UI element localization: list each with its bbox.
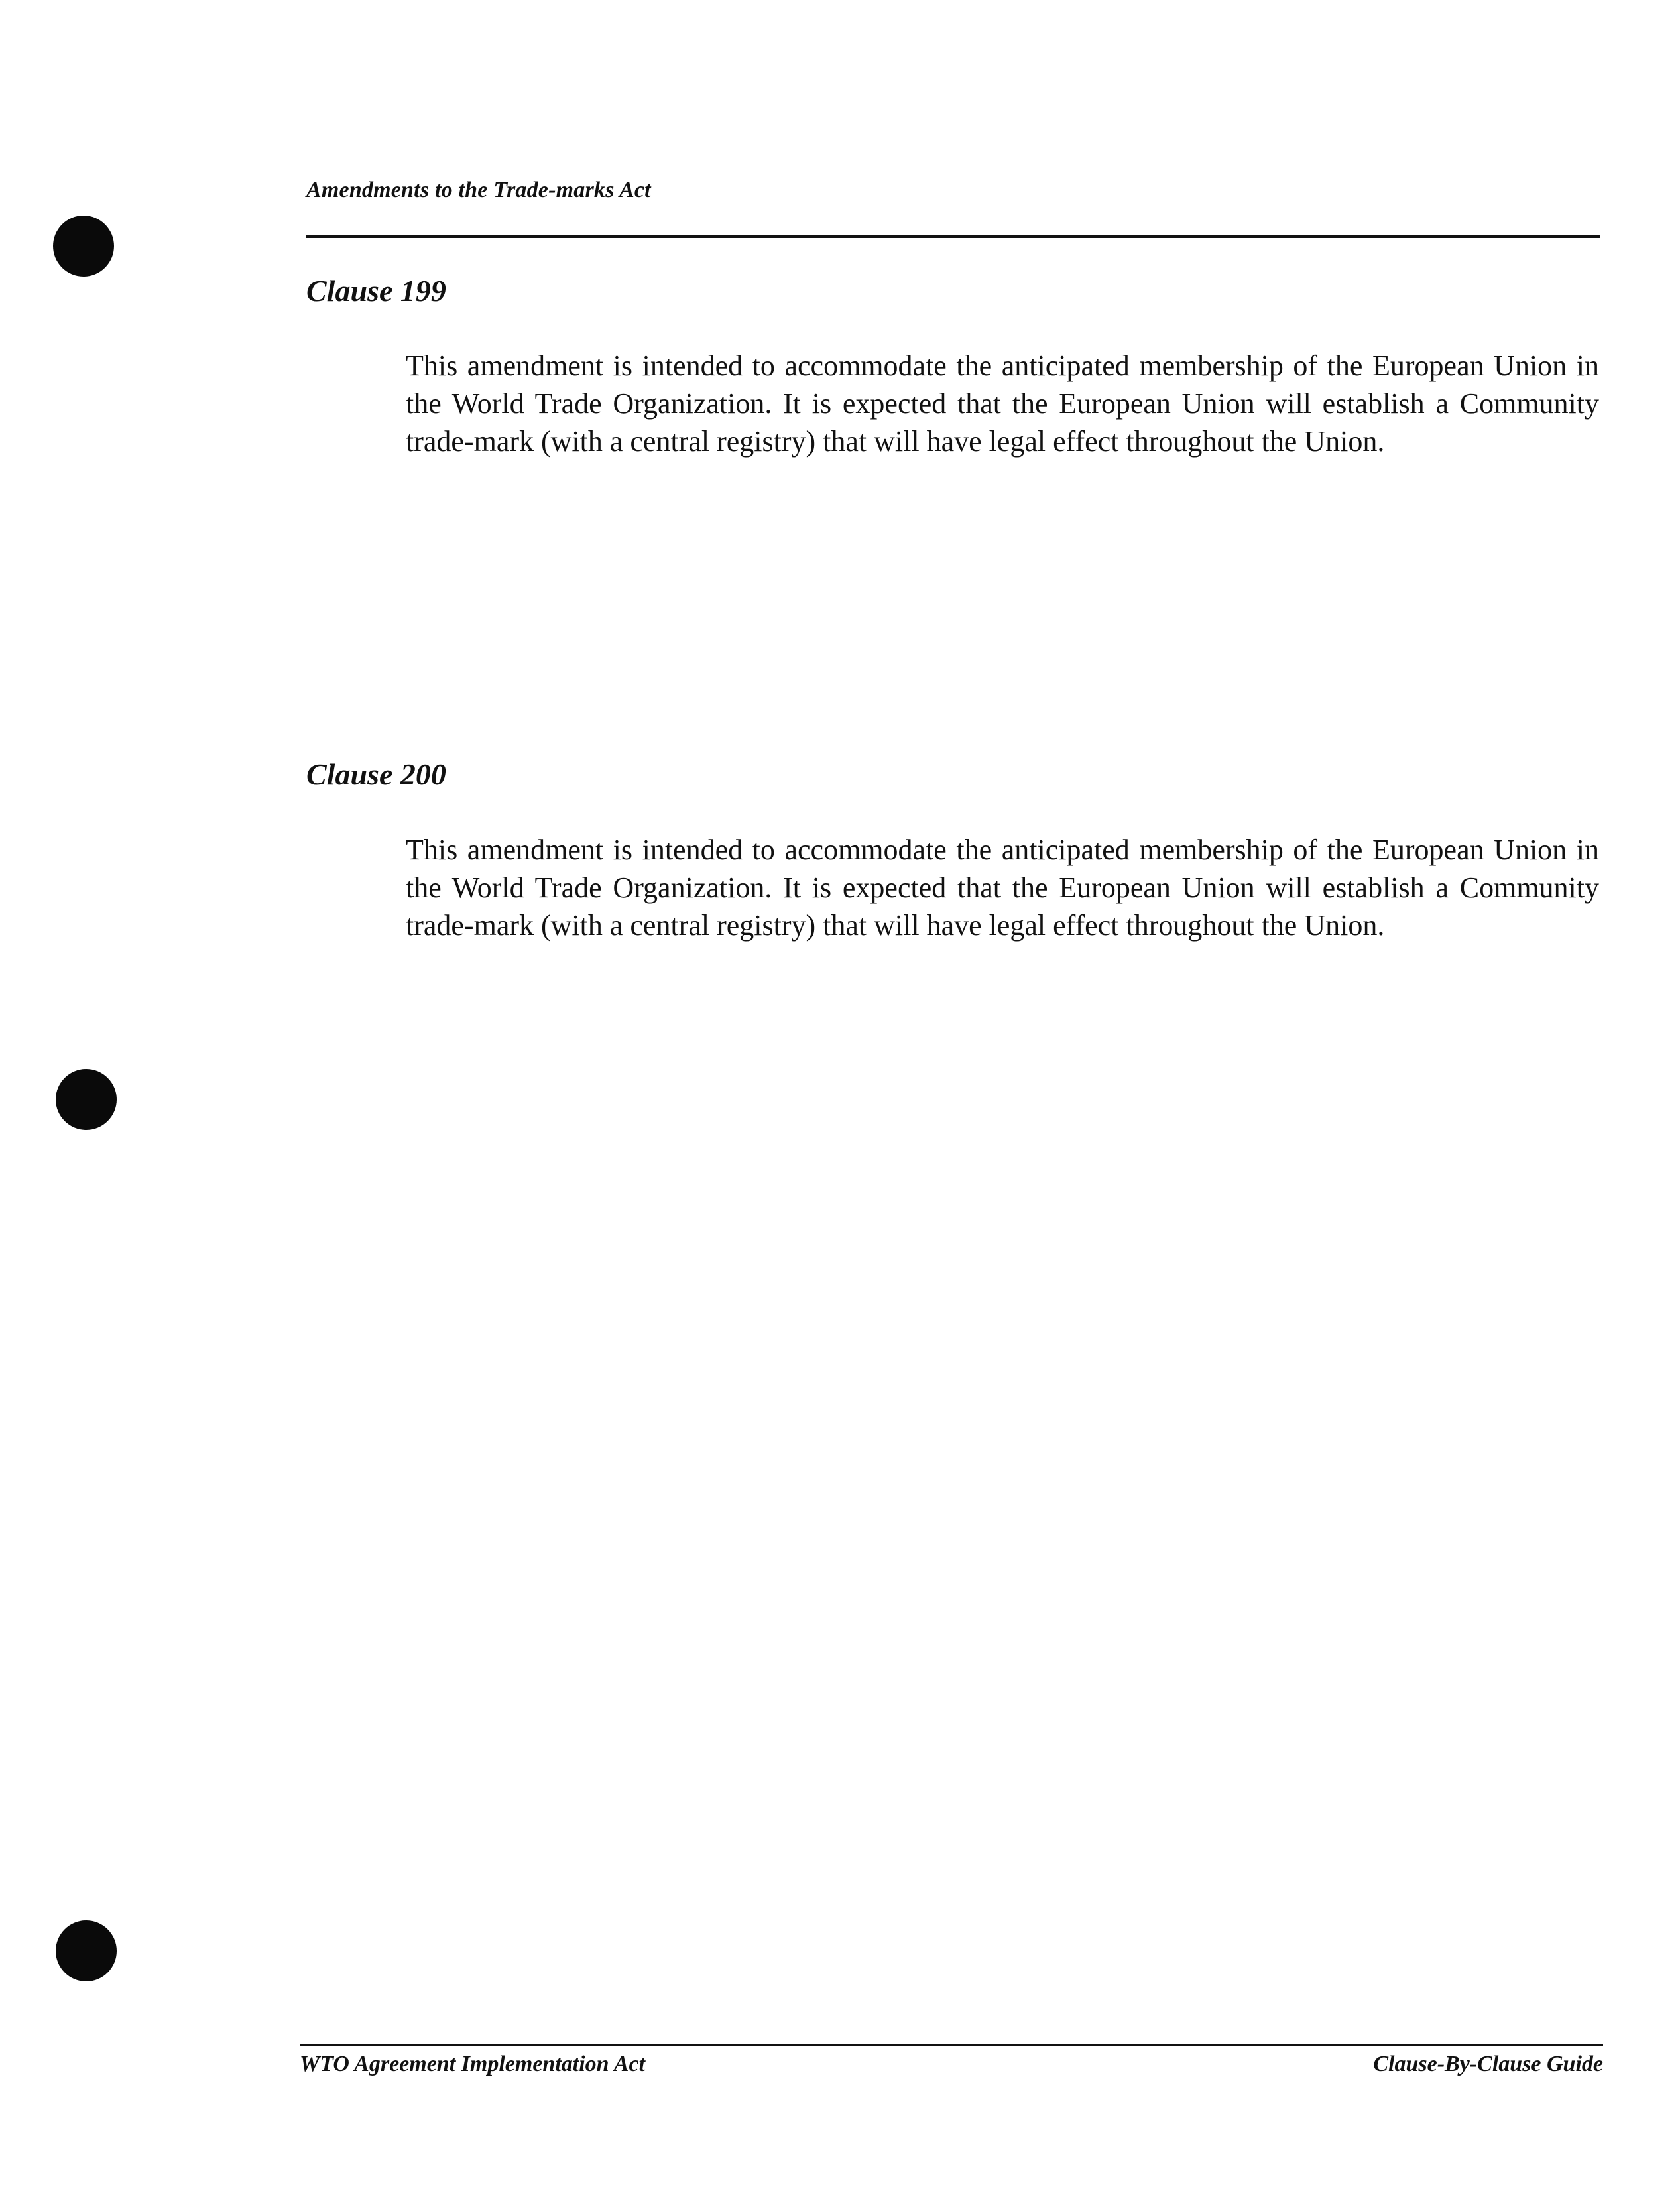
- punch-hole: [53, 216, 114, 277]
- punch-hole: [56, 1069, 117, 1130]
- punch-hole: [56, 1920, 117, 1981]
- header-divider: [306, 235, 1600, 238]
- footer-divider: [300, 2044, 1603, 2046]
- running-header: Amendments to the Trade-marks Act: [306, 178, 651, 202]
- clause-body: This amendment is intended to accommodate the anticipated membership of the European Union in the World Trade Organization. It is expected that the European Union will establish a Community trade-mark (with a central registry) that will have legal effect throughout the Union.: [406, 834, 1599, 942]
- footer-document-title: WTO Agreement Implementation Act: [300, 2052, 646, 2076]
- footer-guide-title: Clause-By-Clause Guide: [1373, 2052, 1603, 2076]
- clause-heading: Clause 199: [306, 274, 446, 308]
- clause-body: This amendment is intended to accommodate the anticipated membership of the European Union in the World Trade Organization. It is expected that the European Union will establish a Community trade-mark (with a central registry) that will have legal effect throughout the Union.: [406, 349, 1599, 458]
- clause-heading: Clause 200: [306, 757, 446, 791]
